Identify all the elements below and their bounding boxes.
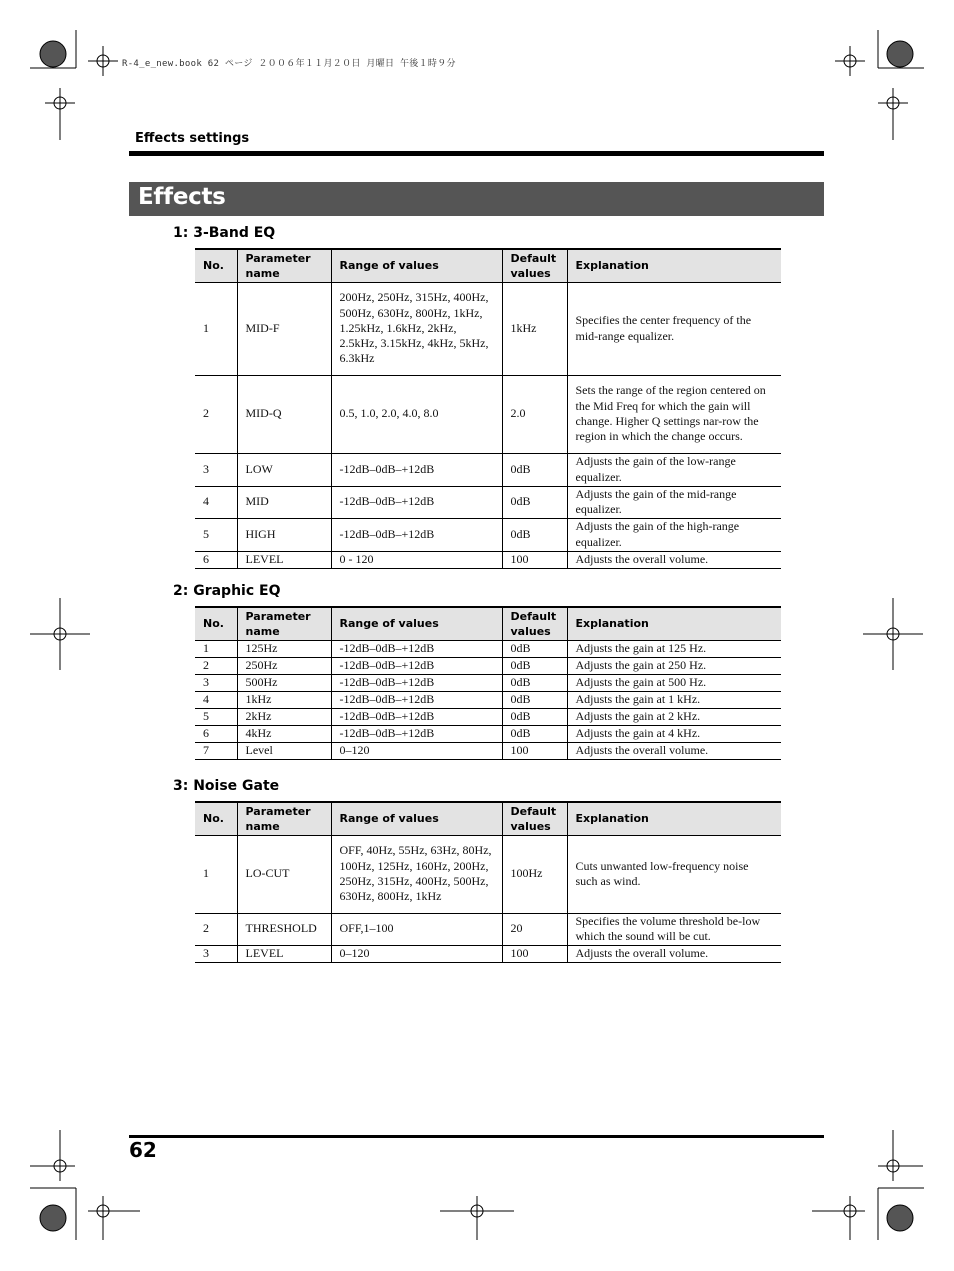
cell-param: LEVEL: [237, 945, 331, 962]
table-header-row: [195, 607, 781, 640]
cell-default: 100: [502, 742, 567, 759]
cell-range: -12dB–0dB–+12dB: [331, 453, 502, 486]
table-row: [195, 708, 781, 725]
cell-default: 100: [502, 551, 567, 568]
cell-range: OFF, 40Hz, 55Hz, 63Hz, 80Hz, 100Hz, 125Hz, 160Hz, 200Hz, 250Hz, 315Hz, 400Hz, 500Hz, 630Hz, 800Hz, 1kHz: [331, 835, 502, 913]
cell-range: -12dB–0dB–+12dB: [331, 640, 502, 657]
cell-no: 5: [195, 518, 237, 551]
cell-default: 0dB: [502, 708, 567, 725]
cell-no: 4: [195, 486, 237, 518]
cell-param: 2kHz: [237, 708, 331, 725]
cell-explanation: Adjusts the overall volume.: [567, 551, 781, 568]
cell-range: -12dB–0dB–+12dB: [331, 708, 502, 725]
cell-range: 0 - 120: [331, 551, 502, 568]
header-range: Range of values: [331, 802, 502, 835]
header-default: Default values: [502, 607, 567, 640]
header-default: Default values: [502, 802, 567, 835]
table-row: [195, 945, 781, 962]
header-range: Range of values: [331, 249, 502, 282]
cell-range: -12dB–0dB–+12dB: [331, 486, 502, 518]
table-row: [195, 282, 781, 375]
table-row: [195, 375, 781, 453]
cell-explanation: Adjusts the gain at 2 kHz.: [567, 708, 781, 725]
cell-no: 2: [195, 657, 237, 674]
cell-no: 1: [195, 640, 237, 657]
cell-param: MID: [237, 486, 331, 518]
cell-explanation: Adjusts the overall volume.: [567, 742, 781, 759]
header-explanation: Explanation: [567, 249, 781, 282]
table-row: [195, 486, 781, 518]
cell-no: 6: [195, 551, 237, 568]
table-header-row: [195, 802, 781, 835]
cell-default: 0dB: [502, 657, 567, 674]
cell-default: 0dB: [502, 640, 567, 657]
cell-param: 4kHz: [237, 725, 331, 742]
cell-no: 6: [195, 725, 237, 742]
cell-no: 3: [195, 674, 237, 691]
table-row: [195, 453, 781, 486]
cell-default: 100Hz: [502, 835, 567, 913]
cell-explanation: Cuts unwanted low-frequency noise such as wind.: [567, 835, 781, 913]
table-noise-gate: [195, 801, 781, 963]
cell-explanation: Adjusts the overall volume.: [567, 945, 781, 962]
print-header: R-4_e_new.book 62 ページ ２００６年１１月２０日 月曜日 午後１時９分: [122, 59, 456, 69]
cell-param: LOW: [237, 453, 331, 486]
section-heading-graphic-eq: 2: Graphic EQ: [173, 583, 281, 599]
table-row: [195, 913, 781, 945]
cell-no: 7: [195, 742, 237, 759]
cell-param: 500Hz: [237, 674, 331, 691]
banner-title: Effects: [138, 184, 226, 210]
cell-param: LEVEL: [237, 551, 331, 568]
section-heading-noise-gate: 3: Noise Gate: [173, 778, 280, 794]
cell-param: MID-F: [237, 282, 331, 375]
cell-no: 2: [195, 913, 237, 945]
cell-param: HIGH: [237, 518, 331, 551]
header-no: No.: [195, 249, 237, 282]
cell-param: LO-CUT: [237, 835, 331, 913]
table-row: [195, 518, 781, 551]
table-row: [195, 835, 781, 913]
cell-explanation: Adjusts the gain at 250 Hz.: [567, 657, 781, 674]
header-param: Parameter name: [237, 249, 331, 282]
table-row: [195, 657, 781, 674]
cell-default: 0dB: [502, 518, 567, 551]
cell-range: -12dB–0dB–+12dB: [331, 674, 502, 691]
cell-param: MID-Q: [237, 375, 331, 453]
table-graphic-eq: [195, 606, 781, 760]
table-row: [195, 640, 781, 657]
cell-range: OFF,1–100: [331, 913, 502, 945]
cell-default: 0dB: [502, 486, 567, 518]
cell-range: 0–120: [331, 742, 502, 759]
header-rule: [129, 151, 824, 156]
cell-default: 0dB: [502, 674, 567, 691]
cell-default: 100: [502, 945, 567, 962]
cell-explanation: Adjusts the gain at 4 kHz.: [567, 725, 781, 742]
table-row: [195, 725, 781, 742]
cell-param: Level: [237, 742, 331, 759]
cell-range: 0–120: [331, 945, 502, 962]
cell-no: 3: [195, 945, 237, 962]
cell-range: 0.5, 1.0, 2.0, 4.0, 8.0: [331, 375, 502, 453]
cell-range: -12dB–0dB–+12dB: [331, 657, 502, 674]
header-explanation: Explanation: [567, 802, 781, 835]
cell-explanation: Adjusts the gain at 125 Hz.: [567, 640, 781, 657]
header-no: No.: [195, 802, 237, 835]
cell-no: 5: [195, 708, 237, 725]
cell-range: 200Hz, 250Hz, 315Hz, 400Hz, 500Hz, 630Hz, 800Hz, 1kHz, 1.25kHz, 1.6kHz, 2kHz, 2.5kHz, 3.15kHz, 4kHz, 5kHz, 6.3kHz: [331, 282, 502, 375]
cell-default: 0dB: [502, 725, 567, 742]
cell-param: 125Hz: [237, 640, 331, 657]
cell-default: 0dB: [502, 691, 567, 708]
cell-explanation: Adjusts the gain at 500 Hz.: [567, 674, 781, 691]
cell-range: -12dB–0dB–+12dB: [331, 518, 502, 551]
cell-range: -12dB–0dB–+12dB: [331, 725, 502, 742]
cell-default: 1kHz: [502, 282, 567, 375]
section-banner: [129, 182, 824, 216]
cell-explanation: Specifies the volume threshold be-low which the sound will be cut.: [567, 913, 781, 945]
table-row: [195, 742, 781, 759]
header-default: Default values: [502, 249, 567, 282]
cell-explanation: Sets the range of the region centered on the Mid Freq for which the gain will change. Higher Q settings nar-row the region in which the change occurs.: [567, 375, 781, 453]
header-param: Parameter name: [237, 802, 331, 835]
cell-default: 2.0: [502, 375, 567, 453]
footer-rule: [129, 1135, 824, 1138]
header-explanation: Explanation: [567, 607, 781, 640]
table-3-band-eq: [195, 248, 781, 569]
table-row: [195, 691, 781, 708]
table-header-row: [195, 249, 781, 282]
cell-explanation: Adjusts the gain of the high-range equalizer.: [567, 518, 781, 551]
cell-param: 1kHz: [237, 691, 331, 708]
cell-param: 250Hz: [237, 657, 331, 674]
cell-no: 4: [195, 691, 237, 708]
header-range: Range of values: [331, 607, 502, 640]
cell-explanation: Adjusts the gain of the mid-range equalizer.: [567, 486, 781, 518]
cell-no: 3: [195, 453, 237, 486]
header-param: Parameter name: [237, 607, 331, 640]
cell-default: 0dB: [502, 453, 567, 486]
header-no: No.: [195, 607, 237, 640]
cell-no: 1: [195, 282, 237, 375]
cell-explanation: Specifies the center frequency of the mid-range equalizer.: [567, 282, 781, 375]
page-number: 62: [129, 1138, 157, 1162]
cell-no: 2: [195, 375, 237, 453]
table-row: [195, 551, 781, 568]
cell-explanation: Adjusts the gain at 1 kHz.: [567, 691, 781, 708]
running-head: Effects settings: [135, 131, 250, 146]
cell-no: 1: [195, 835, 237, 913]
table-row: [195, 674, 781, 691]
cell-explanation: Adjusts the gain of the low-range equalizer.: [567, 453, 781, 486]
section-heading-3-band-eq: 1: 3-Band EQ: [173, 225, 276, 241]
cell-range: -12dB–0dB–+12dB: [331, 691, 502, 708]
cell-param: THRESHOLD: [237, 913, 331, 945]
cell-default: 20: [502, 913, 567, 945]
